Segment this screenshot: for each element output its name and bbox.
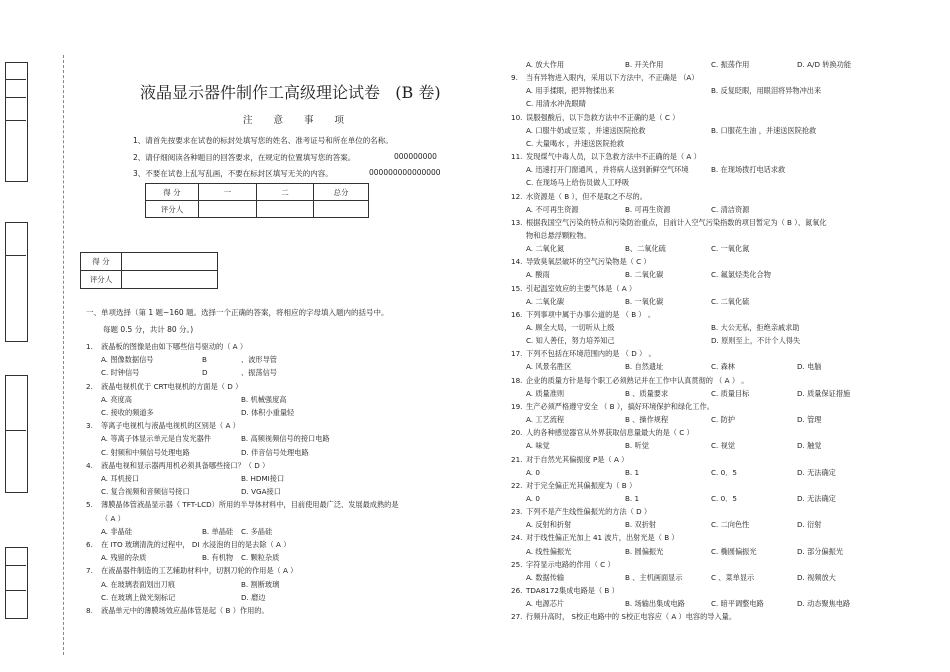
question-stem [511, 586, 619, 595]
answer-option: C. 知人善任，努力培养知己 [526, 336, 615, 346]
answer-option: C. 一氧化氮 [711, 244, 750, 254]
answer-option: A. 残留的杂质 [101, 553, 147, 563]
answer-option: C. 接收的频道多 [101, 408, 154, 417]
question-stem [511, 560, 615, 569]
question-stem [86, 540, 290, 549]
question-stem [511, 257, 651, 266]
question-stem [86, 461, 269, 470]
answer-option: B [202, 355, 207, 365]
answer-option: A. 图像数据信号 [101, 355, 154, 365]
binding-margin [0, 0, 60, 672]
question-stem [86, 566, 297, 575]
score-table-header: 得 分 [146, 184, 199, 201]
answer-option: D. 体积小重量轻 [241, 408, 295, 417]
question-text: 生产必须严格遵守安全 （ B ），搞好环境保护和绿化工作。 [526, 401, 714, 411]
question-text: 液晶单元中的薄膜场效应晶体管是起（ B ）作用的。 [101, 606, 269, 615]
question-text: TDA8172集成电路是（ B ） [526, 586, 619, 595]
answer-option: B. 场输出集成电路 [625, 599, 685, 609]
question-stem [511, 310, 655, 319]
score-table-grader: 评分人 [146, 201, 199, 218]
question-text: 液晶电视机优于 CRT电视机的方面是（ D ） [101, 381, 243, 391]
answer-option: C. 大量喝水 ，并速送医院抢救 [526, 138, 625, 148]
answer-option: C. 时钟信号 [101, 368, 140, 378]
answer-option: D. 电脑 [797, 362, 822, 372]
answer-option: C. 暗平调整电路 [711, 599, 764, 609]
answer-option: B. 开关作用 [625, 60, 664, 69]
question-text: 水资源是（ B ），但不是取之不尽的。 [526, 191, 647, 201]
question-text: 液晶板的图像是由如下哪些信号驱动的（ A ） [101, 342, 248, 351]
score-cell[interactable] [122, 253, 218, 271]
section-instructions: 一、单项选择（第 1 题~160 题。选择一个正确的答案，将相应的字母填入题内的括号中。 [86, 308, 389, 317]
answer-option: B. 在现场拨打电话求救 [711, 165, 786, 175]
question-stem [511, 376, 749, 385]
question-text: 薄膜晶体管液晶显示器（ TFT-LCD）所用的半导体材料中，目前使用最广泛、发展最成熟的是 [101, 500, 399, 510]
question-number: 10. [511, 112, 523, 122]
answer-option: C. 多晶硅 [241, 526, 273, 536]
question-stem [86, 421, 240, 430]
section-points: 每题 0.5 分，共计 80 分。) [103, 325, 194, 334]
answer-option: C. 用清水冲洗眼睛 [526, 99, 586, 109]
answer-option: B. 口服花生油 ，并速送医院抢救 [711, 125, 817, 135]
answer-option: A. 耳机接口 [101, 474, 140, 483]
answer-option: A. 不可再生资源 [526, 204, 579, 214]
question-text: 企业的质量方针是每个职工必须熟记并在工作中认真贯彻的 （ A ） 。 [526, 375, 749, 385]
answer-option: A. 迅速打开门窗通风 ，并将病人送到新鲜空气环境 [526, 165, 689, 175]
question-number: 13. [511, 217, 523, 227]
answer-option: D. 部分偏振光 [797, 546, 844, 556]
answer-option: C. 防护 [711, 415, 735, 425]
answer-option: A. 线性偏振光 [526, 546, 572, 556]
binding-box-4 [5, 547, 28, 619]
answer-option: A. 酸雨 [526, 270, 550, 280]
answer-option: A. 数据传输 [526, 572, 565, 582]
answer-option: B. 一氧化碳 [625, 296, 664, 306]
answer-option: B. 大公无私，拒绝亲戚求助 [711, 323, 800, 332]
answer-option: B. 1 [625, 493, 640, 503]
answer-option: B. 有机物 [202, 553, 234, 563]
question-text: 对于自然光其偏振度 P是（ A ） [526, 454, 629, 464]
exam-title: 液晶显示器件制作工高级理论试卷 (B 卷) [140, 83, 441, 102]
answer-option: D. 质量保证措施 [797, 388, 851, 398]
answer-option: 物和总悬浮颗粒物。 [526, 230, 591, 240]
question-text: 导致臭氧层破坏的空气污染物是（ C ） [526, 257, 651, 267]
answer-option: D. 磨边 [241, 592, 266, 602]
answer-option: A. 0 [526, 467, 540, 477]
answer-option: A. 工艺流程 [526, 415, 565, 425]
answer-option: A. 口服牛奶或豆浆 ，并速送医院抢救 [526, 125, 646, 135]
question-stem [511, 402, 714, 411]
question-number: 21. [511, 454, 523, 464]
question-text: 当有异物进入眼内，采用以下方法中，不正确是 （A） [526, 73, 699, 83]
question-number: 5. [86, 500, 93, 510]
question-number: 14. [511, 257, 523, 267]
answer-option: C 、菜单显示 [711, 572, 755, 582]
question-number: 1. [86, 342, 93, 351]
question-stem [511, 455, 628, 464]
section-score-label: 得 分 [81, 253, 122, 271]
answer-option: D. 衍射 [797, 520, 822, 530]
question-number: 17. [511, 349, 523, 359]
answer-option: B. 圆偏振光 [625, 546, 664, 556]
question-stem [511, 113, 679, 122]
score-table-col: 一 [199, 184, 257, 201]
answer-option: C. 0．5 [711, 493, 737, 503]
answer-option: B. 单晶硅 [202, 526, 234, 536]
score-table [145, 183, 369, 218]
notice-1: 1、请首先按要求在试卷的标封处填写您的姓名、准考证号和所在单位的名称。 [133, 136, 393, 145]
question-number: 20. [511, 428, 523, 438]
answer-option: A. 二氧化氮 [526, 244, 565, 254]
question-stem [511, 152, 701, 161]
answer-option: （ A ） [101, 513, 125, 523]
question-number: 2. [86, 381, 93, 391]
question-text: 人的各种感觉器官从外界获取信息量最大的是（ C ） [526, 428, 694, 438]
answer-option: A. 电源芯片 [526, 599, 565, 609]
answer-option: D. 无法确定 [797, 467, 836, 477]
question-number: 24. [511, 533, 523, 543]
answer-option: D. 原则至上，不计个人得失 [711, 336, 801, 346]
question-number: 6. [86, 540, 93, 549]
answer-option: A. 味觉 [526, 441, 550, 451]
answer-option: B. 1 [625, 467, 640, 477]
section-grader-label: 评分人 [81, 271, 122, 289]
score-cell[interactable] [257, 201, 314, 218]
question-stem [511, 507, 651, 516]
question-stem [86, 500, 399, 509]
question-number: 26. [511, 586, 523, 595]
answer-option: A. 非晶硅 [101, 526, 132, 536]
notice-heading: 注 意 事 项 [243, 115, 354, 126]
answer-option: D. 无法确定 [797, 493, 836, 503]
question-number: 3. [86, 421, 93, 431]
answer-option: D [202, 368, 208, 378]
answer-option: A. 亮度高 [101, 394, 132, 404]
answer-option: C. 0．5 [711, 467, 737, 477]
question-text: 字符显示电路的作用（ C ） [526, 559, 615, 569]
question-number: 12. [511, 191, 523, 201]
answer-option: B. 反复眨眼，用眼泪将异物冲出来 [711, 86, 822, 96]
score-table-col: 二 [257, 184, 314, 201]
score-cell[interactable] [199, 201, 257, 218]
notice-2-code: 000000000 [394, 152, 437, 161]
answer-option: D. 管理 [797, 415, 822, 425]
question-text: 引起温室效应的主要气体是（ A ） [526, 283, 637, 293]
answer-option: C. 复合视频和音频信号接口 [101, 487, 190, 497]
question-text: 对于线性偏正光加上 41 波片，出射光是（ B ） [526, 533, 679, 543]
question-number: 9. [511, 73, 518, 83]
question-stem [86, 342, 247, 351]
answer-option: C. 在玻璃上做光刻标记 [101, 592, 176, 602]
question-number: 4. [86, 460, 93, 470]
question-number: 19. [511, 401, 523, 411]
answer-option: A. 质量准则 [526, 388, 565, 398]
question-text: 下列不是产生线性偏振光的方法（ D ） [526, 507, 652, 517]
question-stem [511, 218, 827, 227]
question-stem [511, 612, 736, 621]
answer-option: B. 二氧化碳 [625, 270, 664, 280]
answer-option: B. 双折射 [625, 520, 657, 530]
exam-edition: (B 卷) [395, 83, 441, 102]
question-text: 发现煤气中毒人员，以下急救方法中不正确的是（ A ） [526, 152, 701, 162]
answer-option: C. 射频和中频信号处理电路 [101, 447, 190, 457]
answer-option: 、振荡信号 [241, 368, 277, 378]
score-cell[interactable] [314, 201, 369, 218]
answer-option: A. 在玻璃表面划出刀痕 [101, 579, 176, 589]
answer-option: B. 可再生资源 [625, 204, 671, 214]
answer-option: B. 自然遗址 [625, 362, 664, 372]
answer-option: C. 振荡作用 [711, 60, 750, 69]
question-text: 下列不包括在环境范围内的是 （ D ） 。 [526, 349, 656, 359]
answer-option: B. 割断玻璃 [241, 579, 280, 589]
binding-box-3 [5, 375, 28, 493]
answer-option: C. 质量目标 [711, 388, 750, 398]
answer-option: C. 二氧化硫 [711, 296, 750, 306]
answer-option: B. 听觉 [625, 441, 649, 451]
question-stem [511, 349, 656, 358]
answer-option: C. 视觉 [711, 441, 735, 451]
answer-option: B 、操作规程 [625, 415, 669, 425]
answer-option: D. 动态聚焦电路 [797, 599, 851, 609]
notice-2: 2、请仔细阅读各种题目的回答要求，在规定的位置填写您的答案。 [133, 153, 356, 162]
answer-option: A. 顾全大局，一切听从上级 [526, 323, 615, 332]
answer-option: A. 反射和折射 [526, 520, 572, 530]
answer-option: A. 风景名胜区 [526, 362, 572, 372]
answer-option: B. 高频视频信号的接口电路 [241, 434, 330, 444]
question-stem [511, 533, 679, 542]
notice-3-code: 000000000000000 [369, 168, 441, 177]
answer-option: C. 清洁资源 [711, 204, 750, 214]
answer-option: C. 椭圆偏振光 [711, 546, 757, 556]
binding-dashed-line [63, 55, 64, 655]
score-cell[interactable] [122, 271, 218, 289]
answer-option: D. 伴音信号处理电路 [241, 447, 309, 457]
question-number: 16. [511, 309, 523, 319]
question-text: 液晶电视和显示器两用机必须具备哪些接口？（ D ） [101, 460, 270, 470]
binding-box-1 [5, 62, 28, 182]
answer-option: A. 二氧化碳 [526, 296, 565, 306]
question-stem [511, 73, 699, 82]
question-number: 27. [511, 612, 523, 622]
question-number: 8. [86, 606, 93, 615]
question-number: 11. [511, 152, 523, 162]
question-stem [511, 192, 647, 201]
answer-option: A. 0 [526, 493, 540, 503]
answer-option: A. 用手揉眼，把异物揉出来 [526, 86, 615, 96]
question-text: 等离子电视机与液晶电视机的区别是（ A ） [101, 421, 240, 431]
answer-option: D. VGA接口 [241, 487, 281, 497]
answer-option: C. 氟氯烃类化合物 [711, 270, 771, 280]
answer-option: C. 颗粒杂质 [241, 553, 280, 563]
question-number: 15. [511, 283, 523, 293]
answer-option: A. 等离子体显示单元是自发光器件 [101, 434, 211, 444]
answer-option: B 、主机画面显示 [625, 572, 683, 582]
answer-option: D. 触觉 [797, 441, 822, 451]
answer-option: 、波形导管 [241, 355, 277, 365]
question-number: 25. [511, 559, 523, 569]
question-stem [86, 606, 269, 615]
section-score-table [80, 252, 218, 289]
answer-option: B、二氧化硫 [625, 244, 666, 254]
answer-option: C. 二向色性 [711, 520, 750, 530]
question-text: 行频升高时， S校正电路中的 S校正电容应（ A ）电容的导入量。 [526, 612, 737, 622]
question-stem [86, 382, 242, 391]
question-text: 下列事项中属于办事公道的是 （ B ） 。 [526, 309, 656, 319]
answer-option: B. 机械强度高 [241, 394, 287, 404]
question-number: 7. [86, 566, 93, 576]
answer-option: A. 放大作用 [526, 60, 565, 69]
answer-option: D. A/D 转换功能 [797, 60, 852, 69]
question-text: 误服强酸后，以下急救方法中不正确的是（ C ） [526, 112, 680, 122]
question-text: 在液晶器件制造的工艺辅助材料中，切割刀轮的作用是（ A ） [101, 566, 298, 576]
question-text: 在 ITO 玻璃清洗的过程中， DI 水浸泡的目的是去除（ A ） [101, 540, 291, 549]
binding-box-2 [5, 222, 28, 342]
question-stem [511, 481, 636, 490]
answer-option: D. 视频放大 [797, 572, 836, 582]
question-number: 18. [511, 375, 523, 385]
question-text: 根据我国空气污染的特点和污染防治重点，目前计入空气污染指数的项目暂定为（ B ）、氮氧化 [526, 217, 827, 227]
question-number: 22. [511, 480, 523, 490]
question-number: 23. [511, 507, 523, 517]
question-text: 对于完全偏正光其偏振度为（ B ） [526, 480, 637, 490]
answer-option: C. 在现场马上给伤员做人工呼吸 [526, 178, 630, 188]
notice-3: 3、不要在试卷上乱写乱画，不要在标封区填写无关的内容。 [133, 169, 333, 178]
question-stem [511, 428, 694, 437]
score-table-col: 总分 [314, 184, 369, 201]
answer-option: B 、质量要求 [625, 388, 669, 398]
question-stem [511, 284, 636, 293]
answer-option: B. HDMI接口 [241, 474, 285, 483]
answer-option: C. 森林 [711, 362, 735, 372]
